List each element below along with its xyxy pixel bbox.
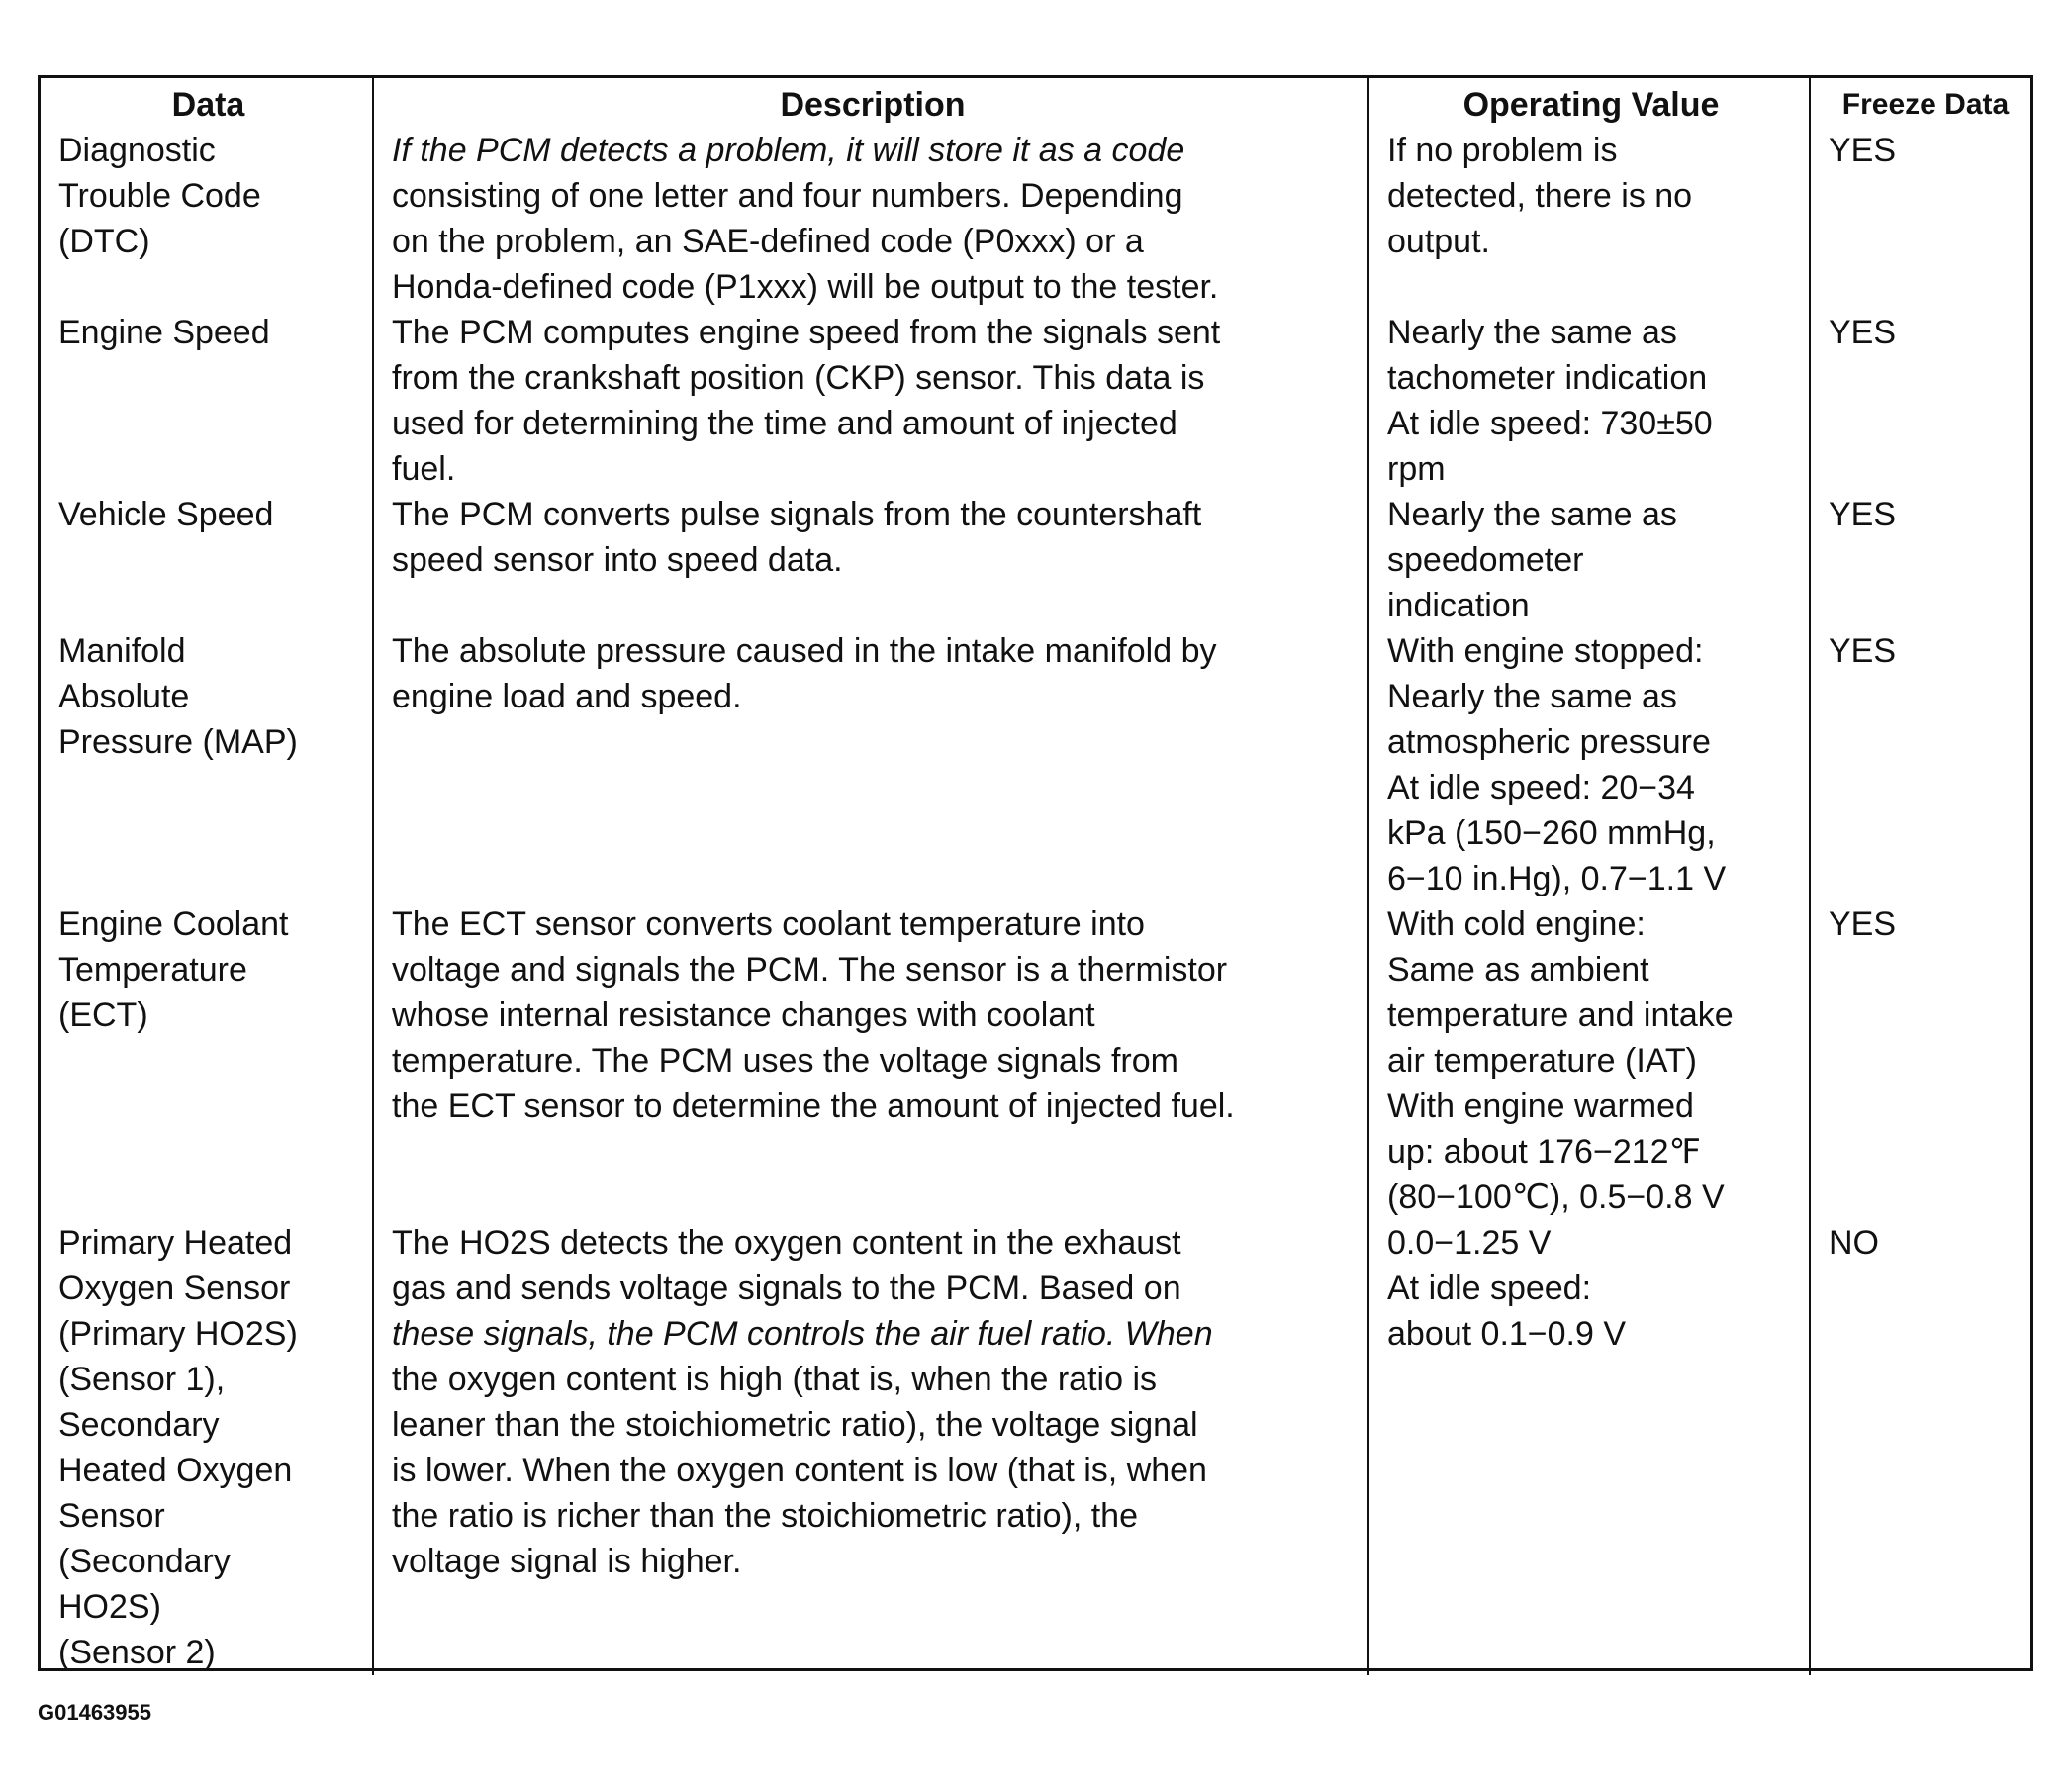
data-cell: [41, 1220, 373, 1675]
header-data: Data: [41, 78, 373, 128]
pcm-data-table: [41, 78, 2036, 1675]
description-line: the ECT sensor to determine the amount of injected fuel.: [392, 1087, 1235, 1125]
data-line: Vehicle Speed: [58, 496, 274, 533]
operating-value-line: indication: [1387, 587, 1530, 624]
description-line: The ECT sensor converts coolant temperature into: [392, 905, 1145, 943]
data-line: Pressure (MAP): [58, 723, 298, 761]
data-line: Absolute: [58, 678, 190, 715]
description-line: gas and sends voltage signals to the PCM. Based on: [392, 1270, 1181, 1307]
description-line: consisting of one letter and four numbers. Depending: [392, 177, 1183, 215]
description-line: these signals, the PCM controls the air fuel ratio. When: [392, 1315, 1213, 1353]
description-cell: [373, 128, 1368, 310]
operating-value-cell: [1368, 628, 1810, 901]
operating-value-line: temperature and intake: [1387, 996, 1734, 1034]
data-line: Sensor: [58, 1497, 165, 1535]
data-line: Heated Oxygen: [58, 1452, 293, 1489]
operating-value-line: With engine warmed: [1387, 1087, 1694, 1125]
operating-value-line: With cold engine:: [1387, 905, 1646, 943]
table-row: [41, 1220, 2036, 1675]
description-line: voltage and signals the PCM. The sensor is a thermistor: [392, 951, 1228, 989]
description-line: The PCM converts pulse signals from the countershaft: [392, 496, 1202, 533]
operating-value-cell: [1368, 1220, 1810, 1675]
description-cell: [373, 310, 1368, 492]
operating-value-line: If no problem is: [1387, 132, 1618, 169]
description-line: leaner than the stoichiometric ratio), the voltage signal: [392, 1406, 1198, 1444]
operating-value-line: Nearly the same as: [1387, 496, 1677, 533]
operating-value-line: tachometer indication: [1387, 359, 1708, 397]
operating-value-line: Nearly the same as: [1387, 314, 1677, 351]
data-cell: [41, 901, 373, 1220]
description-line: The HO2S detects the oxygen content in the exhaust: [392, 1224, 1181, 1262]
operating-value-cell: [1368, 310, 1810, 492]
data-line: (Sensor 1),: [58, 1361, 226, 1398]
data-cell: [41, 128, 373, 310]
description-cell: [373, 628, 1368, 901]
operating-value-cell: [1368, 492, 1810, 628]
table-row: [41, 901, 2036, 1220]
operating-value-line: up: about 176−212℉: [1387, 1133, 1701, 1171]
data-line: Engine Speed: [58, 314, 270, 351]
description-line: temperature. The PCM uses the voltage signals from: [392, 1042, 1178, 1080]
header-operating-value: Operating Value: [1368, 78, 1810, 128]
table-row: [41, 128, 2036, 310]
operating-value-line: speedometer: [1387, 541, 1584, 579]
description-line: is lower. When the oxygen content is low (that is, when: [392, 1452, 1207, 1489]
description-line: from the crankshaft position (CKP) sensor. This data is: [392, 359, 1205, 397]
description-cell: [373, 1220, 1368, 1675]
data-line: (Secondary: [58, 1543, 231, 1580]
description-line: whose internal resistance changes with coolant: [392, 996, 1095, 1034]
description-line: voltage signal is higher.: [392, 1543, 742, 1580]
data-line: Manifold: [58, 632, 186, 670]
description-line: If the PCM detects a problem, it will store it as a code: [392, 132, 1185, 169]
operating-value-line: detected, there is no: [1387, 177, 1693, 215]
data-line: Oxygen Sensor: [58, 1270, 291, 1307]
operating-value-line: 0.0−1.25 V: [1387, 1224, 1552, 1262]
operating-value-line: rpm: [1387, 450, 1446, 488]
description-line: speed sensor into speed data.: [392, 541, 843, 579]
description-cell: [373, 901, 1368, 1220]
operating-value-line: 6−10 in.Hg), 0.7−1.1 V: [1387, 860, 1727, 897]
data-line: Primary Heated: [58, 1224, 293, 1262]
header-description: Description: [373, 78, 1368, 128]
freeze-data-cell: YES: [1829, 632, 1897, 670]
freeze-data-cell: YES: [1829, 496, 1897, 533]
table-row: [41, 492, 2036, 628]
table-row: [41, 628, 2036, 901]
freeze-data-cell: NO: [1829, 1224, 1879, 1262]
operating-value-line: (80−100℃), 0.5−0.8 V: [1387, 1179, 1725, 1216]
operating-value-line: kPa (150−260 mmHg,: [1387, 814, 1716, 852]
description-line: engine load and speed.: [392, 678, 742, 715]
data-line: Trouble Code: [58, 177, 261, 215]
description-line: The absolute pressure caused in the intake manifold by: [392, 632, 1217, 670]
freeze-data-cell: YES: [1829, 132, 1897, 169]
operating-value-line: At idle speed: 730±50: [1387, 405, 1713, 442]
operating-value-line: Nearly the same as: [1387, 678, 1677, 715]
figure-id: G01463955: [38, 1700, 151, 1725]
operating-value-line: With engine stopped:: [1387, 632, 1704, 670]
operating-value-line: output.: [1387, 223, 1490, 260]
description-cell: [373, 492, 1368, 628]
data-line: Diagnostic: [58, 132, 216, 169]
data-table-frame: [38, 75, 2033, 1671]
operating-value-line: At idle speed: 20−34: [1387, 769, 1695, 806]
description-line: Honda-defined code (P1xxx) will be output to the tester.: [392, 268, 1219, 306]
data-line: Engine Coolant: [58, 905, 289, 943]
header-row: [41, 78, 2036, 128]
data-line: (Primary HO2S): [58, 1315, 298, 1353]
data-line: (ECT): [58, 996, 148, 1034]
operating-value-line: At idle speed:: [1387, 1270, 1592, 1307]
table-row: [41, 310, 2036, 492]
data-line: (Sensor 2): [58, 1634, 216, 1671]
description-line: fuel.: [392, 450, 456, 488]
data-cell: [41, 628, 373, 901]
description-line: the oxygen content is high (that is, when the ratio is: [392, 1361, 1158, 1398]
data-cell: [41, 492, 373, 628]
operating-value-line: Same as ambient: [1387, 951, 1649, 989]
description-line: the ratio is richer than the stoichiometric ratio), the: [392, 1497, 1138, 1535]
operating-value-cell: [1368, 901, 1810, 1220]
data-line: HO2S): [58, 1588, 161, 1626]
description-line: on the problem, an SAE-defined code (P0xxx) or a: [392, 223, 1144, 260]
data-line: (DTC): [58, 223, 150, 260]
operating-value-cell: [1368, 128, 1810, 310]
description-line: The PCM computes engine speed from the signals sent: [392, 314, 1221, 351]
data-cell: [41, 310, 373, 492]
header-freeze-data: Freeze Data: [1841, 88, 2010, 121]
operating-value-line: about 0.1−0.9 V: [1387, 1315, 1627, 1353]
freeze-data-cell: YES: [1829, 905, 1897, 943]
freeze-data-cell: YES: [1829, 314, 1897, 351]
operating-value-line: air temperature (IAT): [1387, 1042, 1698, 1080]
description-line: used for determining the time and amount of injected: [392, 405, 1177, 442]
operating-value-line: atmospheric pressure: [1387, 723, 1711, 761]
data-line: Temperature: [58, 951, 247, 989]
data-line: Secondary: [58, 1406, 220, 1444]
